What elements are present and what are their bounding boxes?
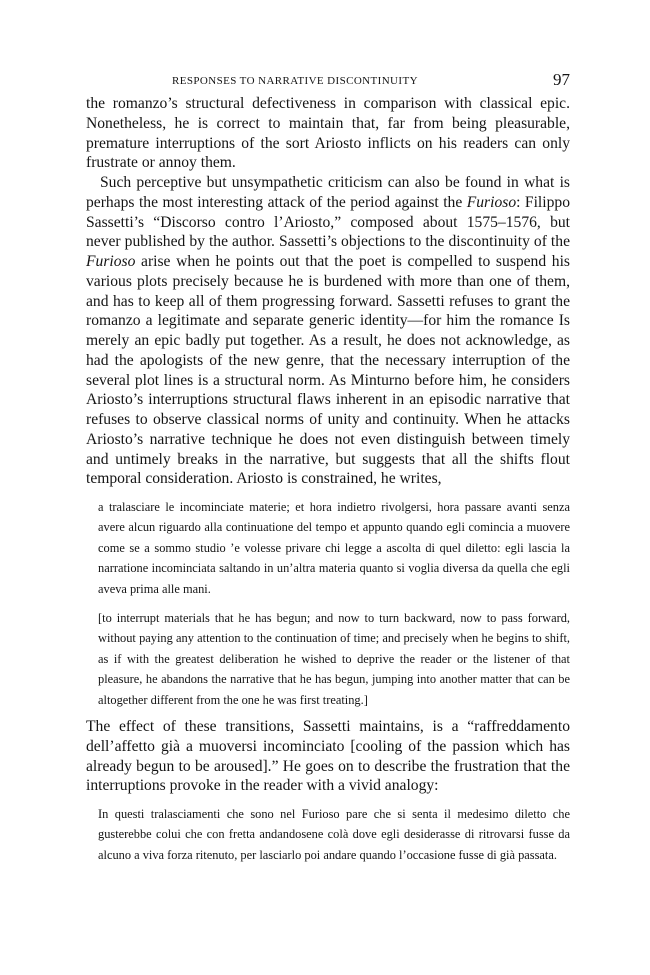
block-quote-translation: [to interrupt materials that he has begun; and now to turn backward, now to pass forward, without paying any attention to the continuation of time; and precisely when he begins to shift, as if with the greatest deliberation he wished to deprive the reader or the listener of that pleasure, he abandons the narrative that he has begun, jumping into another matter that can be altogether different from the one he was first treating.] — [98, 611, 570, 707]
paragraph-2 — [86, 173, 570, 489]
page-number: 97 — [553, 70, 570, 89]
paragraph-2-part-a: Such perceptive but unsympathetic criticism can also be found in what is perhaps the most interesting attack of the period against the — [86, 174, 570, 211]
italic-title-furioso: Furioso — [466, 193, 517, 211]
block-quote-italian-2: In questi tralasciamenti che sono nel Furioso pare che si senta il medesimo diletto che gusterebbe colui che con fretta andandosene colà dove egli desiderasse di ritrovarsi fusse da alcuno a viva forza ritenuto, per lasciarlo poi andare quando l’occasione fusse di già passata. — [98, 807, 570, 862]
paragraph-2-part-b: : Filippo Sassetti’s “Discorso contro l’Ariosto,” composed about 1575–1576, but never published by the author. Sassetti’s objections to the discontinuity of the — [86, 193, 570, 251]
book-page — [86, 70, 570, 865]
paragraph-3: The effect of these transitions, Sassetti maintains, is a “raffreddamento dell’affetto già a muoversi incominciato [cooling of the passion which has already begun to be aroused].” He goes on to describe the frustration that the interruptions provoke in the reader with a vivid analogy: — [86, 718, 570, 795]
running-head — [86, 70, 570, 94]
paragraph-2-part-c: arise when he points out that the poet is compelled to suspend his various plots precisely because he is burdened with more than one of them, and has to keep all of them progressing forward. Sassetti refuses to grant the romanzo a legitimate and separate generic identity—for him the romance Is merely an epic badly put together. As a result, he does not acknowledge, as had the apologists of the new genre, that the necessary interruption of the several plot lines is a structural norm. As Minturno before him, he considers Ariosto’s interruptions structural flaws inherent in an episodic narrative that refuses to observe classical norms of unity and continuity. When he attacks Ariosto’s narrative technique he does not even distinguish between timely and untimely breaks in the narrative, but suggests that all the shifts flout temporal consideration. Ariosto is constrained, he writes, — [86, 253, 570, 488]
italic-title-furioso-2: Furioso — [86, 253, 136, 270]
running-title: RESPONSES TO NARRATIVE DISCONTINUITY — [172, 75, 418, 87]
paragraph-1: the romanzo’s structural defectiveness in comparison with classical epic. Nonetheless, he is correct to maintain that, far from being pleasurable, premature interruptions of the sort Ariosto inflicts on his readers can only frustrate or annoy them. — [86, 95, 570, 172]
block-quote-italian: a tralasciare le incominciate materie; et hora indietro rivolgersi, hora passare avanti senza avere alcun riguardo alla continuatione del tempo et appunto quando egli comincia a muovere come se a sommo studio ’e volesse privare chi legge a ascolta di quel diletto: egli lascia la narratione incominciata saltando in un’altra materia quanto si voglia diversa da quella che egli aveva prima alle mani. — [98, 500, 570, 596]
